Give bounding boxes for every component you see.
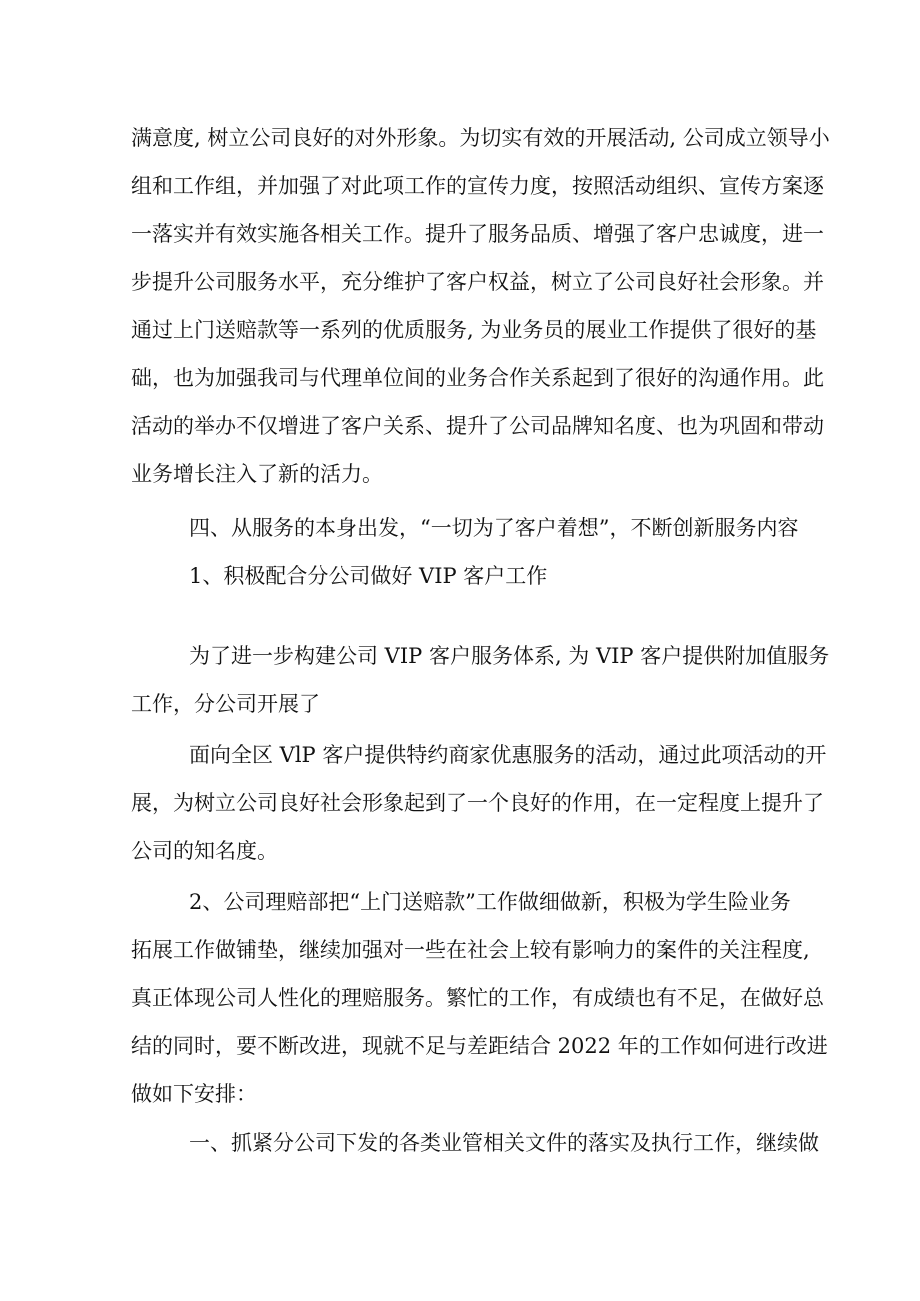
- paragraph-4-line-3: 真正体现公司人性化的理赔服务。繁忙的工作，有成绩也有不足，在做好总: [131, 986, 824, 1010]
- paragraph-4-line-1: 2、公司理赔部把“上门送赔款”工作做细做新，积极为学生险业务: [189, 890, 791, 914]
- paragraph-3-line-2: 展，为树立公司良好社会形象起到了一个良好的作用，在一定程度上提升了: [131, 791, 824, 815]
- section-heading-4: 四、从服务的本身出发，“一切为了客户着想”，不断创新服务内容: [189, 516, 799, 540]
- paragraph-4-line-4: 结的同时，要不断改进，现就不足与差距结合 2022 年的工作如何进行改进: [131, 1034, 828, 1058]
- paragraph-1-line-8: 业务增长注入了新的活力。: [131, 462, 383, 486]
- paragraph-4-line-5: 做如下安排：: [131, 1082, 257, 1106]
- paragraph-4-line-2: 拓展工作做铺垫，继续加强对一些在社会上较有影响力的案件的关注程度,: [131, 938, 810, 962]
- paragraph-2-line-1: 为了进一步构建公司 VIP 客户服务体系, 为 VIP 客户提供附加值服务: [189, 644, 830, 668]
- paragraph-1-line-2: 组和工作组，并加强了对此项工作的宣传力度，按照活动组织、宣传方案逐: [131, 174, 824, 198]
- paragraph-2-line-2: 工作，分公司开展了: [131, 692, 320, 716]
- paragraph-1-line-6: 础，也为加强我司与代理单位间的业务合作关系起到了很好的沟通作用。此: [131, 366, 824, 390]
- paragraph-1-line-3: 一落实并有效实施各相关工作。提升了服务品质、增强了客户忠诚度，进一: [131, 222, 824, 246]
- paragraph-1-line-1: 满意度, 树立公司良好的对外形象。为切实有效的开展活动, 公司成立领导小: [131, 126, 830, 150]
- paragraph-1-line-5: 通过上门送赔款等一系列的优质服务, 为业务员的展业工作提供了很好的基: [131, 318, 817, 342]
- paragraph-5-line-1: 一、抓紧分公司下发的各类业管相关文件的落实及执行工作，继续做: [189, 1131, 819, 1155]
- paragraph-1-line-4: 步提升公司服务水平，充分维护了客户权益，树立了公司良好社会形象。并: [131, 270, 824, 294]
- paragraph-3-line-1: 面向全区 VlP 客户提供特约商家优惠服务的活动，通过此项活动的开: [189, 743, 827, 767]
- subheading-1: 1、积极配合分公司做好 VIP 客户工作: [189, 564, 548, 588]
- paragraph-3-line-3: 公司的知名度。: [131, 839, 278, 863]
- paragraph-1-line-7: 活动的举办不仅增进了客户关系、提升了公司品牌知名度、也为巩固和带动: [131, 414, 824, 438]
